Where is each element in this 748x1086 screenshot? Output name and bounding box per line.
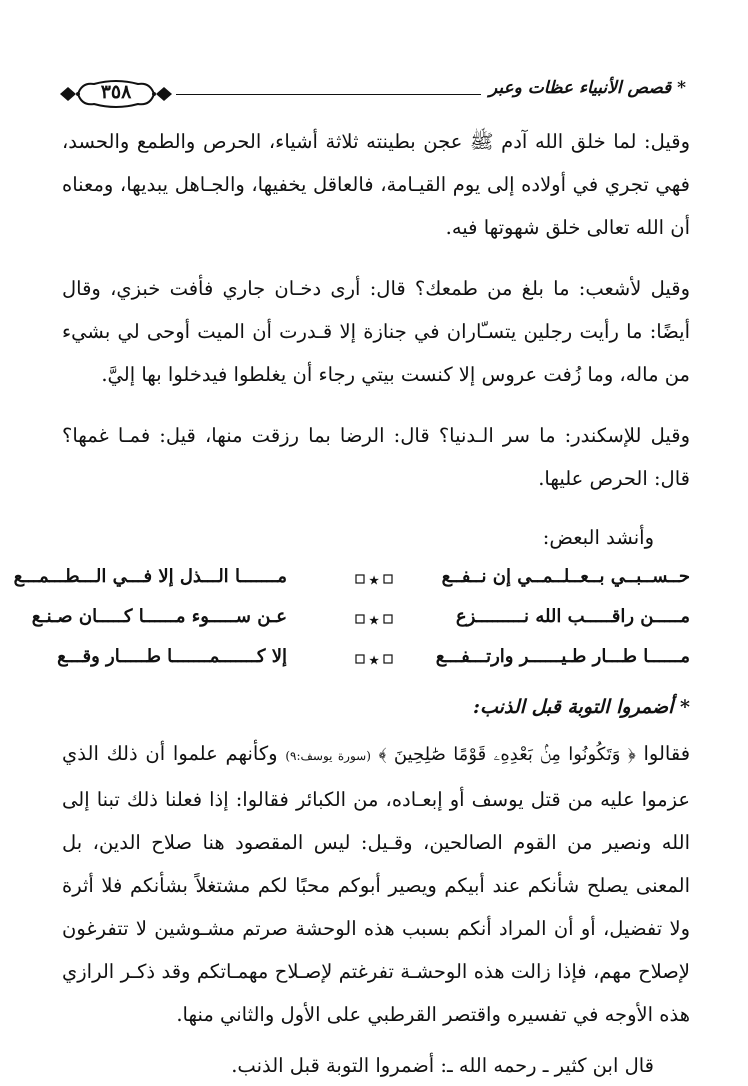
verse-reference: (سورة يوسف:٩) (285, 749, 371, 763)
svg-text:★: ★ (369, 574, 379, 586)
second-hemistich: مـــــــا الـــذل إلا فـــي الـــطـــمـــع (13, 566, 287, 587)
poem (13, 560, 690, 688)
page-content (13, 120, 691, 1086)
first-hemistich: حــســبــي بــعــلــمــي إن نــفــع (441, 566, 690, 587)
second-hemistich: عـن ســـــوء مــــــا كـــــان صـنـع (31, 606, 287, 627)
svg-text:★: ★ (369, 654, 379, 666)
header-title: * قصص الأنبياء عظات وعبر (489, 78, 686, 98)
running-header (56, 76, 686, 114)
first-hemistich: مــــــا طـــار طـيــــــر وارتـــفـــع (435, 646, 690, 667)
star-ornament-icon (354, 612, 394, 626)
poem-verse (31, 600, 690, 640)
paragraph (62, 732, 690, 1036)
paragraph: وقيل للإسكندر: ما سر الـدنيا؟ قال: الرضا بما رزقت منها، قيل: فمـا غمها؟ قال: الحرص عليها. (62, 424, 690, 490)
paragraph: وقيل: لما خلق الله آدم ﷺ عجن بطينته ثلاثة أشياء، الحرص والطمع والحسد، فهي تجري في أولاده إلى يوم القيـامة، فالعاقل يخفيها، والجـاهل يبديها، ومعناه أن الله تعالى خلق شهوتها فيه. (62, 130, 690, 239)
poem-verse (57, 640, 690, 680)
poem-intro: وأنشد البعض: (542, 526, 654, 549)
poem-verse (13, 560, 690, 600)
section-heading: * أضمروا التوبة قبل الذنب: (472, 696, 690, 718)
star-ornament-icon (354, 572, 394, 586)
paragraph-body: وكأنهم علموا أن ذلك الذي عزموا عليه من قتل يوسف أو إبعـاده، من الكبائر فقالوا: إذا فعلنا ذلك تبنا إلى الله ونصير من القوم الصالحين، وقـيل: ليس المقصود هنا صلاح الدين، بل المعنى يصلح شأنكم عند أبيكم ويصير أبوكم محبًا لكم مشتغلاً بشأنكم فلا أثرة ولا تفضيل، أو أن المراد أنكم بسبب هذه الوحشة صرتم مشـوشين لا تتفرغون لإصلاح مهم، فإذا زالت هذه الوحشـة تفرغتم لإصـلاح مهمـاتكم وقد ذكـر الرازي هذه الأوجه في تفسيره واقتصر القرطبي على الأول والثاني منها. (62, 742, 690, 1026)
svg-text:★: ★ (369, 614, 379, 626)
page-number: ٣٥٨ (100, 81, 132, 103)
paragraph-start: فقالوا (643, 742, 691, 765)
quran-verse: ﴿ وَتَكُونُوا مِنۢ بَعْدِهِۦ قَوْمًا صَٰلِحِينَ ﴾ (378, 744, 636, 765)
header-rule (176, 94, 481, 95)
paragraph: قال ابن كثير ـ رحمه الله ـ: أضمروا التوبة قبل الذنب. (231, 1054, 654, 1077)
star-ornament-icon (354, 652, 394, 666)
page-number-badge (56, 76, 176, 112)
paragraph: وقيل لأشعب: ما بلغ من طمعك؟ قال: أرى دخـان جاري فأفت خبزي، وقال أيضًا: ما رأيت رجلين يتسـّاران في جنازة إلا قـدرت أن الميت أوحى لي بشيء من ماله، وما زُفت عروس إلا كنست بيتي رجاء أن يغلطوا فيدخلوا بها إليَّ. (62, 277, 690, 386)
second-hemistich: إلا كـــــــمـــــــا طـــــار وقـــع (57, 646, 287, 667)
first-hemistich: مـــــن راقـــــب الله نـــــــــزع (455, 606, 690, 627)
